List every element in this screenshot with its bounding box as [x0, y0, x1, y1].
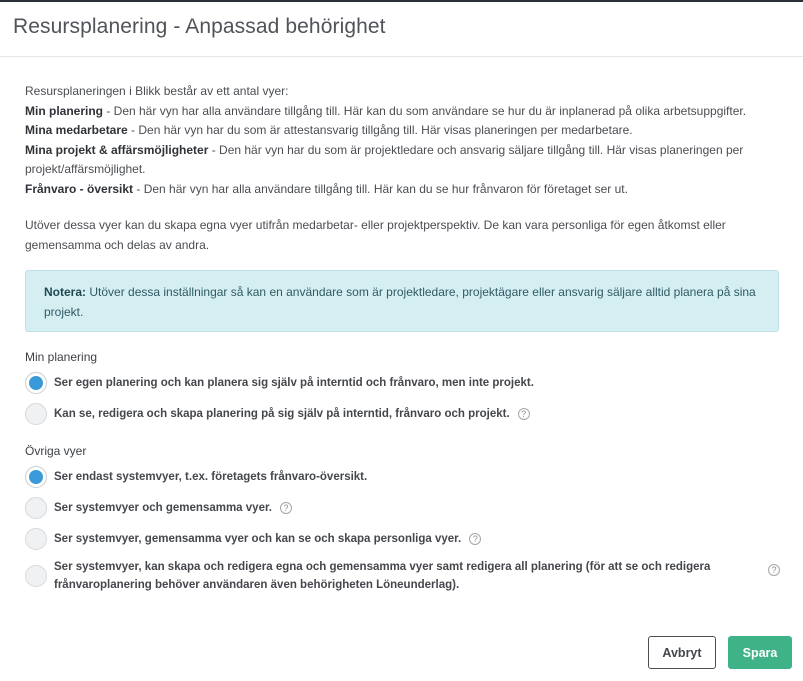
- intro-text: [25, 82, 782, 199]
- radio-option-min-planering-1[interactable]: [25, 371, 782, 395]
- dialog-header: [0, 2, 803, 57]
- note-box: [25, 270, 779, 332]
- view-desc: - Den här vyn har du som är attestansvarig tillgång till. Här visas planeringen per medarbetare.: [127, 123, 633, 137]
- view-name: Mina medarbetare: [25, 123, 128, 137]
- intro-lead: Resursplaneringen i Blikk består av ett antal vyer:: [25, 84, 289, 98]
- radio-option-ovriga-2[interactable]: [25, 496, 782, 520]
- save-button[interactable]: Spara: [728, 636, 792, 669]
- radio-label: [54, 530, 481, 548]
- note-text: Utöver dessa inställningar så kan en användare som är projektledare, projektägare eller ansvarig säljare alltid planera på sina projekt.: [44, 285, 756, 319]
- radio-option-ovriga-1[interactable]: [25, 465, 782, 489]
- view-name: Frånvaro - översikt: [25, 181, 134, 196]
- radio-option-min-planering-2[interactable]: [25, 402, 782, 426]
- view-franvaro-oversikt: [25, 180, 782, 200]
- radio-button-selected[interactable]: [25, 466, 47, 488]
- view-mina-projekt: [25, 141, 782, 180]
- radio-label: [54, 499, 292, 517]
- section-label-min-planering: Min planering: [25, 350, 98, 364]
- custom-views-text: Utöver dessa vyer kan du skapa egna vyer utifrån medarbetar- eller projektperspektiv. De kan vara personliga för egen åtkomst eller gemensamma och delas av andra.: [25, 218, 726, 252]
- radio-label: Ser egen planering och kan planera sig själv på interntid och frånvaro, men inte projekt.: [54, 377, 534, 389]
- view-name: Mina projekt & affärsmöjligheter: [25, 142, 209, 157]
- radio-option-ovriga-3[interactable]: [25, 527, 782, 551]
- help-icon[interactable]: ?: [280, 502, 292, 514]
- view-min-planering: [25, 102, 782, 122]
- radio-label: [54, 405, 530, 423]
- dialog-body: [25, 82, 782, 601]
- radio-label: Ser systemvyer, kan skapa och redigera egna och gemensamma vyer samt redigera all planering (för att se och redigera frånvaroplanering behöver användaren även behörigheten Löneunderlag).: [54, 561, 711, 591]
- view-mina-medarbetare: [25, 121, 782, 141]
- note-label: Notera:: [44, 285, 87, 299]
- radio-dot: [29, 376, 43, 390]
- radio-option-ovriga-4[interactable]: [25, 558, 782, 594]
- view-desc: - Den här vyn har alla användare tillgång till. Här kan du som användare se hur du är inplanerad på olika arbetsuppgifter.: [103, 103, 747, 118]
- help-icon[interactable]: ?: [768, 564, 780, 576]
- radio-button-selected[interactable]: [25, 372, 47, 394]
- radio-label: Ser endast systemvyer, t.ex. företagets frånvaro-översikt.: [54, 471, 368, 483]
- radio-label-text: Ser systemvyer och gemensamma vyer.: [54, 502, 272, 514]
- radio-button[interactable]: [25, 403, 47, 425]
- dialog-title: Resursplanering - Anpassad behörighet: [13, 15, 386, 38]
- help-icon[interactable]: ?: [518, 408, 530, 420]
- radio-button[interactable]: [25, 565, 47, 587]
- view-desc: - Den här vyn har alla användare tillgång till. Här kan du se hur frånvaron för företaget ser ut.: [133, 181, 628, 196]
- cancel-button[interactable]: Avbryt: [648, 636, 716, 669]
- view-name: Min planering: [25, 103, 103, 118]
- radio-dot: [29, 470, 43, 484]
- radio-button[interactable]: [25, 528, 47, 550]
- radio-label-text: Ser systemvyer, gemensamma vyer och kan se och skapa personliga vyer.: [54, 533, 462, 545]
- section-label-ovriga-vyer: Övriga vyer: [25, 444, 87, 458]
- radio-button[interactable]: [25, 497, 47, 519]
- help-icon[interactable]: ?: [469, 533, 481, 545]
- radio-label-text: Kan se, redigera och skapa planering på sig själv på interntid, frånvaro och projekt.: [54, 408, 510, 420]
- view-desc: - Den här vyn har du som är projektledare och ansvarig säljare tillgång till. Här visas planeringen per projekt/affärsmöjlighet.: [25, 142, 744, 176]
